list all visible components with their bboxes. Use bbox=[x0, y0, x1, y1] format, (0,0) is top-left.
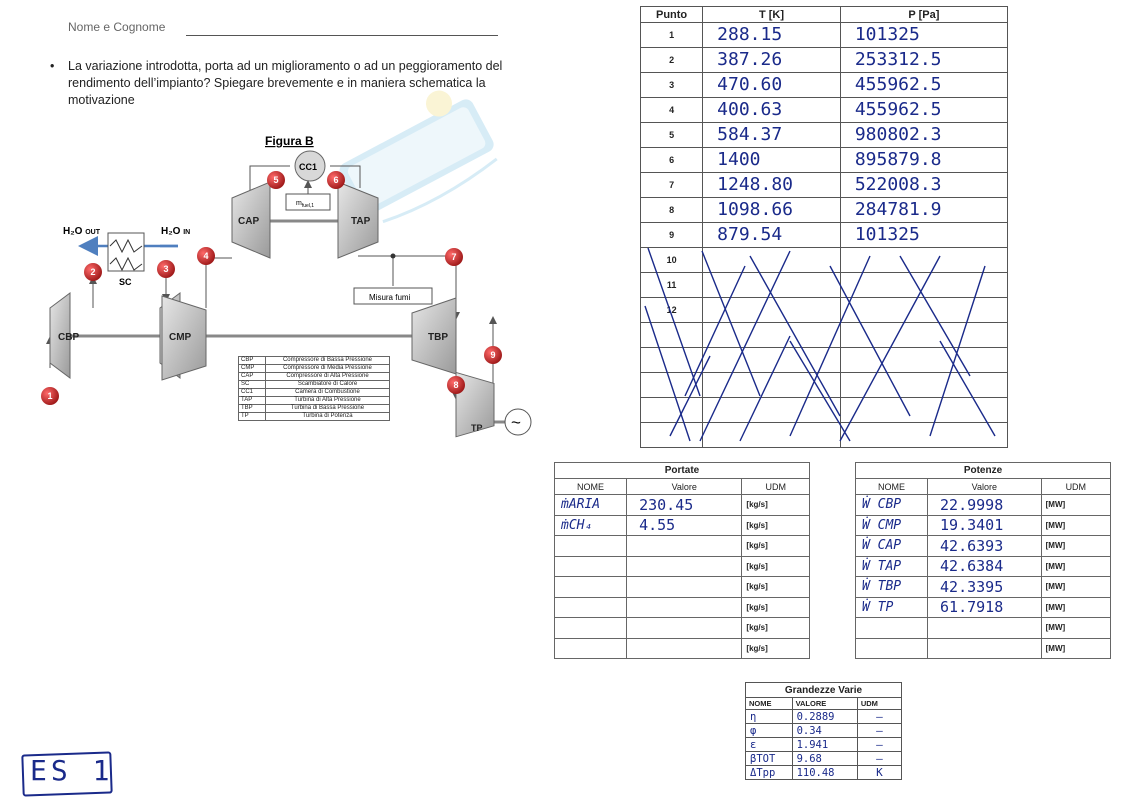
portate-name: ṁCH₄ bbox=[555, 515, 627, 536]
grandezze-name: βTOT bbox=[746, 752, 793, 766]
portate-row bbox=[555, 495, 810, 516]
potenze-row bbox=[856, 515, 1111, 536]
legend-abbr: TP bbox=[239, 413, 266, 421]
sc-label: SC bbox=[119, 277, 132, 287]
point-pressure: 101325 bbox=[840, 223, 1007, 248]
portate-row bbox=[555, 638, 810, 659]
grandezze-row bbox=[746, 738, 902, 752]
potenze-name: Ẇ TAP bbox=[856, 556, 928, 577]
potenze-udm: [MW] bbox=[1041, 577, 1110, 598]
point-temperature: 387.26 bbox=[703, 48, 841, 73]
portate-name: ṁARIA bbox=[555, 495, 627, 516]
potenze-col-udm: UDM bbox=[1041, 479, 1110, 495]
grandezze-row bbox=[746, 724, 902, 738]
legend-desc: Turbina di Alta Pressione bbox=[266, 397, 390, 405]
potenze-value: 22.9998 bbox=[928, 495, 1042, 516]
cross-out-marks bbox=[640, 246, 1008, 446]
portate-name bbox=[555, 638, 627, 659]
potenze-udm: [MW] bbox=[1041, 638, 1110, 659]
grandezze-name: ε bbox=[746, 738, 793, 752]
potenze-value: 19.3401 bbox=[928, 515, 1042, 536]
point-3-label: 3 bbox=[163, 264, 169, 274]
point-pressure: 522008.3 bbox=[840, 173, 1007, 198]
point-4-label: 4 bbox=[203, 251, 209, 261]
legend-abbr: CMP bbox=[239, 365, 266, 373]
potenze-row bbox=[856, 556, 1111, 577]
potenze-name bbox=[856, 638, 928, 659]
legend-row bbox=[239, 389, 390, 397]
potenze-name: Ẇ CMP bbox=[856, 515, 928, 536]
mfuel-label: $m_{fuel,1}$ bbox=[296, 200, 315, 209]
tap-label: TAP bbox=[351, 216, 371, 227]
portate-udm: [kg/s] bbox=[742, 577, 810, 598]
portate-value: 4.55 bbox=[627, 515, 742, 536]
name-label: Nome e Cognome bbox=[68, 20, 166, 34]
legend-desc: Compressore di Bassa Pressione bbox=[266, 357, 390, 365]
potenze-value bbox=[928, 618, 1042, 639]
legend-row bbox=[239, 405, 390, 413]
points-row bbox=[641, 223, 1008, 248]
potenze-udm: [MW] bbox=[1041, 597, 1110, 618]
point-1-label: 1 bbox=[47, 391, 53, 401]
legend-table bbox=[238, 356, 390, 421]
potenze-udm: [MW] bbox=[1041, 618, 1110, 639]
portate-col-udm: UDM bbox=[742, 479, 810, 495]
grandezze-row bbox=[746, 752, 902, 766]
col-punto: Punto bbox=[641, 7, 703, 23]
potenze-row bbox=[856, 577, 1111, 598]
legend-desc: Compressore di Alta Pressione bbox=[266, 373, 390, 381]
point-7-label: 7 bbox=[451, 252, 457, 262]
point-2-label: 2 bbox=[90, 267, 96, 277]
point-pressure: 253312.5 bbox=[840, 48, 1007, 73]
grandezze-udm: — bbox=[857, 752, 901, 766]
portate-table bbox=[554, 462, 810, 659]
portate-value: 230.45 bbox=[627, 495, 742, 516]
portate-udm: [kg/s] bbox=[742, 495, 810, 516]
points-row bbox=[641, 48, 1008, 73]
grandezze-col-nome: NOME bbox=[746, 698, 793, 710]
portate-name bbox=[555, 556, 627, 577]
question-text: La variazione introdotta, porta ad un miglioramento o ad un peggioramento del rendimento dell’impianto? Spiegare brevemente e in maniera schematica la motivazione bbox=[68, 59, 503, 107]
point-number: 2 bbox=[641, 48, 703, 73]
legend-abbr: TBP bbox=[239, 405, 266, 413]
grandezze-row bbox=[746, 710, 902, 724]
potenze-name: Ẇ TP bbox=[856, 597, 928, 618]
portate-name bbox=[555, 618, 627, 639]
point-pressure: 895879.8 bbox=[840, 148, 1007, 173]
portate-row bbox=[555, 577, 810, 598]
portate-value bbox=[627, 597, 742, 618]
legend-row bbox=[239, 381, 390, 389]
grandezze-value: 0.2889 bbox=[792, 710, 857, 724]
generator-symbol: ~ bbox=[511, 413, 521, 432]
grandezze-value: 110.48 bbox=[792, 766, 857, 780]
point-temperature: 879.54 bbox=[703, 223, 841, 248]
legend-row bbox=[239, 365, 390, 373]
legend-desc: Turbina di Bassa Pressione bbox=[266, 405, 390, 413]
grandezze-value: 9.68 bbox=[792, 752, 857, 766]
potenze-value: 42.6384 bbox=[928, 556, 1042, 577]
potenze-row bbox=[856, 495, 1111, 516]
point-pressure: 101325 bbox=[840, 23, 1007, 48]
portate-title: Portate bbox=[555, 463, 810, 479]
potenze-row bbox=[856, 597, 1111, 618]
point-temperature: 584.37 bbox=[703, 123, 841, 148]
point-6-label: 6 bbox=[333, 175, 339, 185]
legend-row bbox=[239, 413, 390, 421]
portate-row bbox=[555, 536, 810, 557]
portate-row bbox=[555, 618, 810, 639]
potenze-col-valore: Valore bbox=[928, 479, 1042, 495]
misura-label: Misura fumi bbox=[369, 293, 411, 302]
grandezze-col-valore: VALORE bbox=[792, 698, 857, 710]
portate-value bbox=[627, 577, 742, 598]
grandezze-value: 0.34 bbox=[792, 724, 857, 738]
point-number: 11 bbox=[641, 273, 703, 298]
portate-udm: [kg/s] bbox=[742, 556, 810, 577]
point-pressure: 284781.9 bbox=[840, 198, 1007, 223]
portate-udm: [kg/s] bbox=[742, 597, 810, 618]
point-temperature: 288.15 bbox=[703, 23, 841, 48]
legend-row bbox=[239, 373, 390, 381]
grandezze-udm: K bbox=[857, 766, 901, 780]
col-t: T [K] bbox=[703, 7, 841, 23]
points-row bbox=[641, 23, 1008, 48]
grandezze-col-udm: UDM bbox=[857, 698, 901, 710]
points-row bbox=[641, 198, 1008, 223]
cmp-label: CMP bbox=[169, 332, 192, 343]
grandezze-name: φ bbox=[746, 724, 793, 738]
cc1-label: CC1 bbox=[299, 162, 318, 172]
point-pressure: 980802.3 bbox=[840, 123, 1007, 148]
portate-col-nome: NOME bbox=[555, 479, 627, 495]
point-number: 3 bbox=[641, 73, 703, 98]
grandezze-udm: — bbox=[857, 710, 901, 724]
exercise-label: ES 1 bbox=[30, 754, 114, 787]
grandezze-udm: — bbox=[857, 724, 901, 738]
legend-abbr: SC bbox=[239, 381, 266, 389]
portate-udm: [kg/s] bbox=[742, 536, 810, 557]
potenze-col-nome: NOME bbox=[856, 479, 928, 495]
point-number: 1 bbox=[641, 23, 703, 48]
legend-abbr: TAP bbox=[239, 397, 266, 405]
point-8-label: 8 bbox=[453, 380, 459, 390]
point-pressure: 455962.5 bbox=[840, 73, 1007, 98]
point-number: 7 bbox=[641, 173, 703, 198]
legend-desc: Camera di Combustione bbox=[266, 389, 390, 397]
point-number: 4 bbox=[641, 98, 703, 123]
portate-udm: [kg/s] bbox=[742, 618, 810, 639]
point-number: 6 bbox=[641, 148, 703, 173]
grandezze-value: 1.941 bbox=[792, 738, 857, 752]
grandezze-udm: — bbox=[857, 738, 901, 752]
points-row bbox=[641, 123, 1008, 148]
portate-value bbox=[627, 536, 742, 557]
legend-row bbox=[239, 357, 390, 365]
potenze-udm: [MW] bbox=[1041, 536, 1110, 557]
portate-col-valore: Valore bbox=[627, 479, 742, 495]
legend-desc: Turbina di Potenza bbox=[266, 413, 390, 421]
grandezze-title: Grandezze Varie bbox=[746, 683, 902, 698]
sc-shape bbox=[108, 233, 144, 271]
points-row bbox=[641, 173, 1008, 198]
potenze-row bbox=[856, 638, 1111, 659]
point-temperature: 470.60 bbox=[703, 73, 841, 98]
point-number: 10 bbox=[641, 248, 703, 273]
potenze-udm: [MW] bbox=[1041, 515, 1110, 536]
points-row bbox=[641, 98, 1008, 123]
point-pressure: 455962.5 bbox=[840, 98, 1007, 123]
legend-row bbox=[239, 397, 390, 405]
point-temperature: 1400 bbox=[703, 148, 841, 173]
tbp-label: TBP bbox=[428, 332, 448, 343]
point-number: 8 bbox=[641, 198, 703, 223]
potenze-name: Ẇ CBP bbox=[856, 495, 928, 516]
potenze-value: 42.3395 bbox=[928, 577, 1042, 598]
portate-name bbox=[555, 597, 627, 618]
potenze-title: Potenze bbox=[856, 463, 1111, 479]
legend-abbr: CBP bbox=[239, 357, 266, 365]
portate-value bbox=[627, 618, 742, 639]
portate-value bbox=[627, 638, 742, 659]
portate-value bbox=[627, 556, 742, 577]
potenze-name bbox=[856, 618, 928, 639]
grandezze-table bbox=[745, 682, 902, 780]
portate-name bbox=[555, 577, 627, 598]
point-temperature: 400.63 bbox=[703, 98, 841, 123]
grandezze-name: η bbox=[746, 710, 793, 724]
grandezze-row bbox=[746, 766, 902, 780]
figure-title: Figura B bbox=[265, 134, 314, 148]
potenze-name: Ẇ CAP bbox=[856, 536, 928, 557]
h2o-in-label: H₂O IN bbox=[161, 226, 191, 237]
point-temperature: 1098.66 bbox=[703, 198, 841, 223]
h2o-out-label: H₂O OUT bbox=[63, 226, 101, 237]
grandezze-name: ΔTpp bbox=[746, 766, 793, 780]
name-line bbox=[186, 35, 498, 36]
potenze-row bbox=[856, 618, 1111, 639]
point-9-label: 9 bbox=[490, 350, 496, 360]
legend-abbr: CC1 bbox=[239, 389, 266, 397]
potenze-value: 42.6393 bbox=[928, 536, 1042, 557]
col-p: P [Pa] bbox=[840, 7, 1007, 23]
potenze-value bbox=[928, 638, 1042, 659]
potenze-udm: [MW] bbox=[1041, 556, 1110, 577]
point-number: 9 bbox=[641, 223, 703, 248]
portate-name bbox=[555, 536, 627, 557]
bullet: • bbox=[50, 59, 55, 73]
point-number: 12 bbox=[641, 298, 703, 323]
portate-row bbox=[555, 556, 810, 577]
potenze-table bbox=[855, 462, 1111, 659]
portate-udm: [kg/s] bbox=[742, 515, 810, 536]
cap-label: CAP bbox=[238, 216, 260, 227]
legend-desc: Scambiatore di Calore bbox=[266, 381, 390, 389]
portate-row bbox=[555, 597, 810, 618]
points-row bbox=[641, 73, 1008, 98]
point-5-label: 5 bbox=[273, 175, 279, 185]
point-number: 5 bbox=[641, 123, 703, 148]
point-temperature: 1248.80 bbox=[703, 173, 841, 198]
potenze-name: Ẇ TBP bbox=[856, 577, 928, 598]
legend-abbr: CAP bbox=[239, 373, 266, 381]
portate-udm: [kg/s] bbox=[742, 638, 810, 659]
legend-desc: Compressore di Media Pressione bbox=[266, 365, 390, 373]
potenze-row bbox=[856, 536, 1111, 557]
tp-label: TP bbox=[471, 423, 483, 433]
potenze-value: 61.7918 bbox=[928, 597, 1042, 618]
cbp-label: CBP bbox=[58, 332, 80, 343]
potenze-udm: [MW] bbox=[1041, 495, 1110, 516]
points-row bbox=[641, 148, 1008, 173]
portate-row bbox=[555, 515, 810, 536]
